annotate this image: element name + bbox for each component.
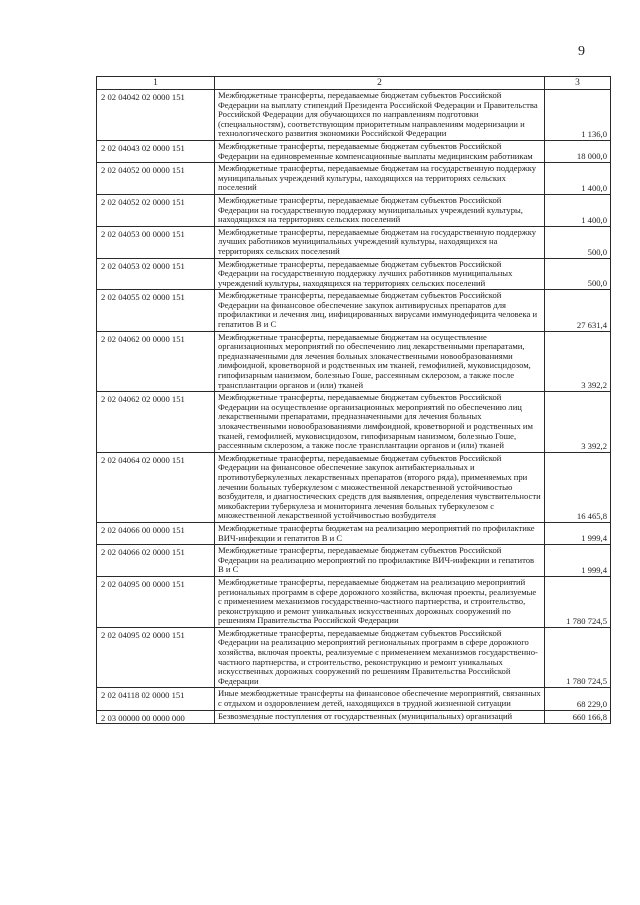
row-amount: 1 999,4 bbox=[545, 522, 611, 544]
row-code: 2 02 04062 00 0000 151 bbox=[97, 331, 215, 392]
row-code: 2 02 04053 02 0000 151 bbox=[97, 258, 215, 290]
row-name: Межбюджетные трансферты, передаваемые бюджетам субъектов Российской Федерации на единовременные компенсационные выплаты медицинским работникам bbox=[215, 140, 545, 162]
row-name: Межбюджетные трансферты, передаваемые бюджетам на осуществление организационных мероприятий по обеспечению лиц лекарственными препаратами, предназначенными для лечения больных злокачественными новообразованиями лимфоидной, кроветворной и родственных им тканей, гемофилией, муковисцидозом, гипофизарным нанизмом, болезнью Гоше, рассеянным склерозом, а также после трансплантации органов и (или) тканей bbox=[215, 331, 545, 392]
row-amount: 500,0 bbox=[545, 226, 611, 258]
table-row bbox=[97, 452, 611, 522]
table-row bbox=[97, 140, 611, 162]
row-name: Межбюджетные трансферты, передаваемые бюджетам субъектов Российской Федерации на выплату стипендий Президента Российской Федерации и Правительства Российской Федерации для обучающихся по направлениям подготовки (специальностям), соответствующим приоритетным направлениям модернизации и технологического развития экономики Российской Федерации bbox=[215, 90, 545, 141]
row-name: Межбюджетные трансферты, передаваемые бюджетам субъектов Российской Федерации на финансовое обеспечение закупок антивирусных препаратов для профилактики и лечения лиц, инфицированных вирусами иммунодефицита человека и гепатитов В и С bbox=[215, 290, 545, 331]
row-code: 2 02 04052 02 0000 151 bbox=[97, 194, 215, 226]
table-header-row bbox=[97, 77, 611, 90]
row-name: Межбюджетные трансферты, передаваемые бюджетам субъектов Российской Федерации на реализацию мероприятий региональных программ в сфере дорожного хозяйства, включая проекты, реализуемые с применением механизмов государственно-частного партнерства, и строительство, реконструкцию и ремонт уникальных искусственных дорожных сооружений по решениям Правительства Российской Федерации bbox=[215, 627, 545, 688]
row-name: Иные межбюджетные трансферты на финансовое обеспечение мероприятий, связанных с отдыхом и оздоровлением детей, находящихся в трудной жизненной ситуации bbox=[215, 688, 545, 710]
table-row bbox=[97, 710, 611, 723]
row-name: Межбюджетные трансферты, передаваемые бюджетам субъектов Российской Федерации на осуществление организационных мероприятий по обеспечению лиц лекарственными препаратами, предназначенными для лечения больных злокачественными новообразованиями лимфоидной, кроветворной и родственных им тканей, гемофилией, муковисцидозом, гипофизарным нанизмом, болезнью Гоше, рассеянным склерозом, а также после трансплантации органов и (или) тканей bbox=[215, 392, 545, 453]
table-row bbox=[97, 392, 611, 453]
row-name: Межбюджетные трансферты, передаваемые бюджетам на государственную поддержку муниципальных учреждений культуры, находящихся на территориях сельских поселений bbox=[215, 163, 545, 195]
row-code: 2 02 04066 02 0000 151 bbox=[97, 545, 215, 577]
table-row bbox=[97, 258, 611, 290]
row-amount: 3 392,2 bbox=[545, 392, 611, 453]
row-amount: 1 400,0 bbox=[545, 163, 611, 195]
column-header-code: 1 bbox=[97, 77, 215, 90]
row-amount: 16 465,8 bbox=[545, 452, 611, 522]
row-code: 2 02 04042 02 0000 151 bbox=[97, 90, 215, 141]
row-name: Межбюджетные трансферты, передаваемые бюджетам субъектов Российской Федерации на реализацию мероприятий по профилактике ВИЧ-инфекции и гепатитов В и С bbox=[215, 545, 545, 577]
row-code: 2 02 04052 00 0000 151 bbox=[97, 163, 215, 195]
table-row bbox=[97, 290, 611, 331]
table-row bbox=[97, 163, 611, 195]
row-amount: 1 999,4 bbox=[545, 545, 611, 577]
row-amount: 1 780 724,5 bbox=[545, 627, 611, 688]
row-amount: 1 780 724,5 bbox=[545, 576, 611, 627]
table-row bbox=[97, 194, 611, 226]
row-amount: 1 400,0 bbox=[545, 194, 611, 226]
row-code: 2 02 04118 02 0000 151 bbox=[97, 688, 215, 710]
page-number: 9 bbox=[578, 44, 585, 59]
row-amount: 27 631,4 bbox=[545, 290, 611, 331]
row-name: Межбюджетные трансферты, передаваемые бюджетам субъектов Российской Федерации на финансовое обеспечение закупок антибактериальных и противотуберкулезных лекарственных препаратов (второго ряда), применяемых при лечении больных туберкулезом с множественной лекарственной устойчивостью возбудителя, и диагностических средств для выявления, определения чувствительности микобактерии туберкулеза и мониторинга лечения больных туберкулезом с множественной лекарственной устойчивостью возбудителя bbox=[215, 452, 545, 522]
budget-table bbox=[96, 76, 611, 724]
table-row bbox=[97, 576, 611, 627]
row-code: 2 02 04095 00 0000 151 bbox=[97, 576, 215, 627]
row-code: 2 03 00000 00 0000 000 bbox=[97, 710, 215, 723]
row-name: Межбюджетные трансферты, передаваемые бюджетам субъектов Российской Федерации на государственную поддержку лучших работников муниципальных учреждений культуры, находящихся на территориях сельских поселений bbox=[215, 258, 545, 290]
table-row bbox=[97, 688, 611, 710]
table-row bbox=[97, 226, 611, 258]
row-name: Межбюджетные трансферты бюджетам на реализацию мероприятий по профилактике ВИЧ-инфекции и гепатитов В и С bbox=[215, 522, 545, 544]
row-code: 2 02 04062 02 0000 151 bbox=[97, 392, 215, 453]
row-name: Межбюджетные трансферты, передаваемые бюджетам субъектов Российской Федерации на государственную поддержку муниципальных учреждений культуры, находящихся на территориях сельских поселений bbox=[215, 194, 545, 226]
row-name: Безвозмездные поступления от государственных (муниципальных) организаций bbox=[215, 710, 545, 723]
row-code: 2 02 04053 00 0000 151 bbox=[97, 226, 215, 258]
row-code: 2 02 04055 02 0000 151 bbox=[97, 290, 215, 331]
row-amount: 500,0 bbox=[545, 258, 611, 290]
row-code: 2 02 04043 02 0000 151 bbox=[97, 140, 215, 162]
table-row bbox=[97, 545, 611, 577]
row-amount: 18 000,0 bbox=[545, 140, 611, 162]
row-name: Межбюджетные трансферты, передаваемые бюджетам на реализацию мероприятий региональных программ в сфере дорожного хозяйства, включая проекты, реализуемые с применением механизмов государственно-частного партнерства, и строительство, реконструкцию и ремонт уникальных искусственных дорожных сооружений по решениям Правительства Российской Федерации bbox=[215, 576, 545, 627]
table-row bbox=[97, 331, 611, 392]
table-row bbox=[97, 522, 611, 544]
table-row bbox=[97, 90, 611, 141]
row-code: 2 02 04064 02 0000 151 bbox=[97, 452, 215, 522]
column-header-name: 2 bbox=[215, 77, 545, 90]
row-name: Межбюджетные трансферты, передаваемые бюджетам на государственную поддержку лучших работников муниципальных учреждений культуры, находящихся на территориях сельских поселений bbox=[215, 226, 545, 258]
row-code: 2 02 04095 02 0000 151 bbox=[97, 627, 215, 688]
row-amount: 3 392,2 bbox=[545, 331, 611, 392]
row-code: 2 02 04066 00 0000 151 bbox=[97, 522, 215, 544]
row-amount: 1 136,0 bbox=[545, 90, 611, 141]
column-header-amount: 3 bbox=[545, 77, 611, 90]
row-amount: 660 166,8 bbox=[545, 710, 611, 723]
table-body bbox=[97, 90, 611, 724]
table-row bbox=[97, 627, 611, 688]
row-amount: 68 229,0 bbox=[545, 688, 611, 710]
